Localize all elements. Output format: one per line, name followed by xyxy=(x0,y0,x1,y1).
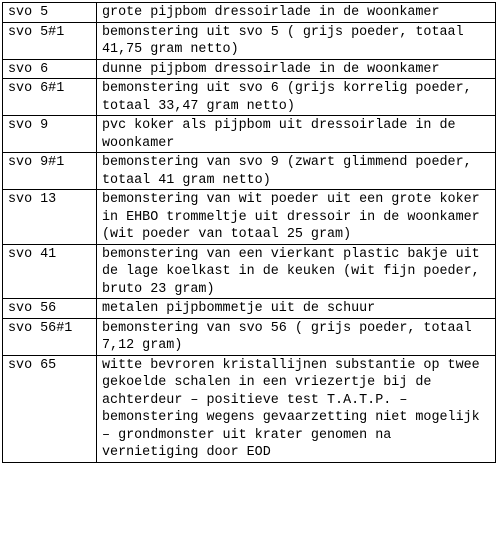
evidence-description-cell: metalen pijpbommetje uit de schuur xyxy=(97,299,496,319)
evidence-description-cell: dunne pijpbom dressoirlade in de woonkamer xyxy=(97,59,496,79)
evidence-description-cell: bemonstering van svo 56 ( grijs poeder, totaal 7,12 gram) xyxy=(97,318,496,355)
evidence-code-cell: svo 6#1 xyxy=(3,79,97,116)
evidence-description-cell: bemonstering van svo 9 (zwart glimmend poeder, totaal 41 gram netto) xyxy=(97,153,496,190)
evidence-description-cell: bemonstering van wit poeder uit een grote koker in EHBO trommeltje uit dressoir in de woonkamer (wit poeder van totaal 25 gram) xyxy=(97,190,496,245)
evidence-code-cell: svo 9 xyxy=(3,116,97,153)
evidence-code-cell: svo 41 xyxy=(3,244,97,299)
table-row xyxy=(3,153,496,190)
table-row xyxy=(3,299,496,319)
evidence-description-cell: witte bevroren kristallijnen substantie op twee gekoelde schalen in een vriezertje bij de achterdeur – positieve test T.A.T.P. – bemonstering wegens gevaarzetting niet mogelijk – grondmonster uit krater genomen na vernietiging door EOD xyxy=(97,355,496,462)
table-row xyxy=(3,116,496,153)
evidence-description-cell: grote pijpbom dressoirlade in de woonkamer xyxy=(97,3,496,23)
table-row xyxy=(3,3,496,23)
evidence-code-cell: svo 65 xyxy=(3,355,97,462)
table-row xyxy=(3,59,496,79)
evidence-code-cell: svo 56#1 xyxy=(3,318,97,355)
evidence-code-cell: svo 6 xyxy=(3,59,97,79)
evidence-code-cell: svo 5#1 xyxy=(3,22,97,59)
evidence-description-cell: bemonstering uit svo 6 (grijs korrelig poeder, totaal 33,47 gram netto) xyxy=(97,79,496,116)
table-row xyxy=(3,190,496,245)
table-row xyxy=(3,318,496,355)
table-row xyxy=(3,22,496,59)
evidence-table xyxy=(2,2,496,463)
table-row xyxy=(3,244,496,299)
evidence-code-cell: svo 9#1 xyxy=(3,153,97,190)
evidence-description-cell: bemonstering van een vierkant plastic bakje uit de lage koelkast in de keuken (wit fijn poeder, bruto 23 gram) xyxy=(97,244,496,299)
evidence-description-cell: bemonstering uit svo 5 ( grijs poeder, totaal 41,75 gram netto) xyxy=(97,22,496,59)
evidence-code-cell: svo 13 xyxy=(3,190,97,245)
evidence-description-cell: pvc koker als pijpbom uit dressoirlade in de woonkamer xyxy=(97,116,496,153)
table-row xyxy=(3,79,496,116)
evidence-code-cell: svo 5 xyxy=(3,3,97,23)
evidence-code-cell: svo 56 xyxy=(3,299,97,319)
table-row xyxy=(3,355,496,462)
